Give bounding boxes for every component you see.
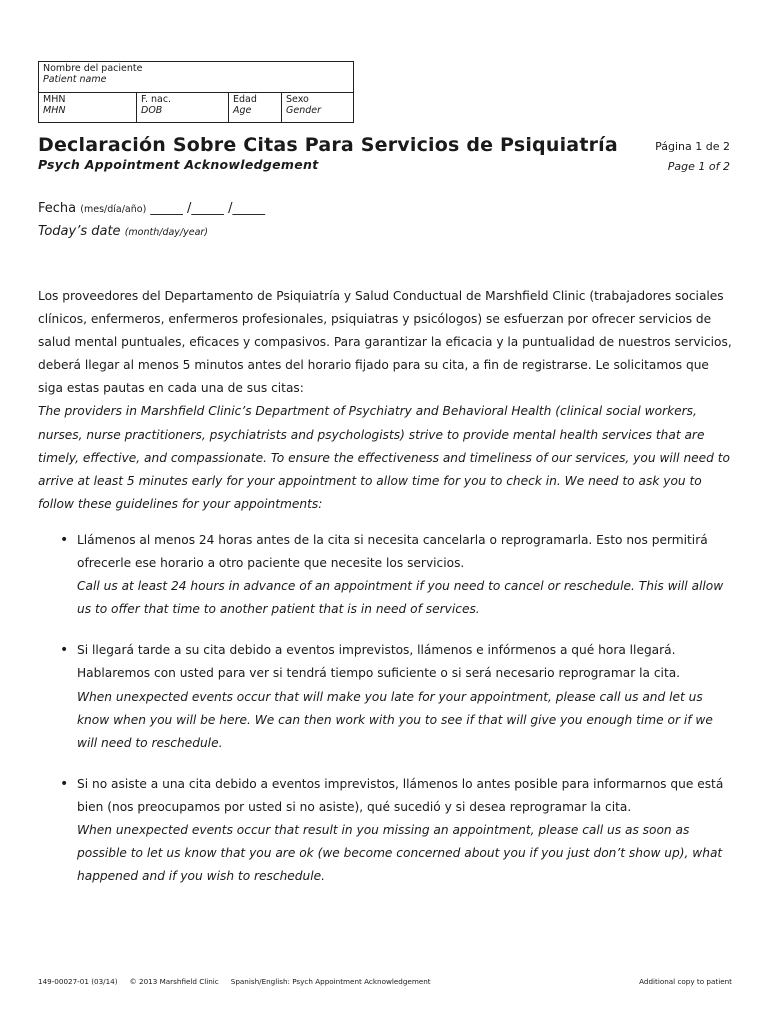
date-hint-en: (month/day/year) — [124, 227, 209, 238]
document-body — [38, 285, 732, 906]
patient-info-box — [38, 61, 354, 123]
page-footer — [38, 977, 732, 986]
document-title-en: Psych Appointment Acknowledgement — [38, 157, 319, 172]
intro-paragraph-en: The providers in Marshfield Clinic’s Department of Psychiatry and Behavioral Health (clinical social workers, nurses, nurse practitioners, psychiatrists and psychologists) strive to provide mental health services that are timely, effective, and compassionate. To ensure the effectiveness and timeliness of our services, you will need to arrive at least 5 minutes early for your appointment to allow time for you to check in. We need to ask you to follow these guidelines for your appointments: — [38, 404, 731, 511]
date-field-en — [38, 224, 208, 239]
bullet-icon: • — [60, 531, 69, 548]
page-number-en: Page 1 of 2 — [667, 160, 730, 173]
dob-field[interactable] — [137, 93, 229, 122]
dob-label-en: DOB — [141, 105, 163, 116]
bullet-icon: • — [60, 775, 69, 792]
patient-name-field[interactable] — [39, 62, 353, 93]
gender-label-en: Gender — [286, 105, 322, 116]
list-item — [38, 773, 732, 888]
date-hint-es: (mes/día/año) — [80, 204, 147, 215]
bullet-icon: • — [60, 642, 69, 659]
guideline-text-es: Llámenos al menos 24 horas antes de la cita si necesita cancelarla o reprogramarla. Esto nos permitirá ofrecerle ese horario a otro paciente que necesite los servicios. — [77, 532, 708, 571]
mhn-label-en: MHN — [43, 105, 66, 116]
guidelines-list — [38, 529, 732, 888]
date-field-es[interactable] — [38, 201, 265, 216]
age-label-es: Edad — [233, 94, 257, 105]
date-label-en: Today’s date — [38, 224, 121, 239]
age-label-en: Age — [233, 105, 252, 116]
list-item — [38, 639, 732, 754]
guideline-text-es: Si llegará tarde a su cita debido a eventos imprevistos, llámenos e infórmenos a qué hora llegará. Hablaremos con usted para ver si tendrá tiempo suficiente o si será necesario reprogramar la cita. — [77, 643, 681, 681]
document-title-es: Declaración Sobre Citas Para Servicios de Psiquiatría — [38, 134, 618, 156]
dob-label-es: F. nac. — [141, 94, 172, 105]
guideline-text-en: Call us at least 24 hours in advance of an appointment if you need to cancel or reschedule. This will allow us to offer that time to another patient that is in need of services. — [77, 579, 724, 617]
guideline-text-en: When unexpected events occur that result in you missing an appointment, please call us as soon as possible to let us know that you are ok (we become concerned about you if you just don’t show up), what happened and if you wish to reschedule. — [77, 822, 723, 884]
intro-paragraph-es: Los proveedores del Departamento de Psiquiatría y Salud Conductual de Marshfield Clinic (trabajadores sociales clínicos, enfermeros, enfermeros profesionales, psiquiatras y psicólogos) se esfuerzan por ofrecer servicios de salud mental puntuales, eficaces y compasivos. Para garantizar la eficacia y la puntualidad de nuestros servicios, deberá llegar al menos 5 minutos antes del horario fijado para su cita, a fin de registrarse. Le solicitamos que siga estas pautas en cada una de sus citas: — [38, 289, 732, 396]
mhn-label-es: MHN — [43, 94, 66, 105]
date-blanks[interactable]: _____ /_____ /_____ — [150, 201, 265, 216]
patient-name-label-es: Nombre del paciente — [43, 63, 143, 74]
patient-name-label-en: Patient name — [43, 74, 107, 85]
copyright: © 2013 Marshfield Clinic — [129, 977, 219, 986]
form-id: 149-00027-01 (03/14) — [38, 977, 118, 986]
guideline-text-en: When unexpected events occur that will make you late for your appointment, please call us and let us know when you will be here. We can then work with you to see if that will give you enough time or if we will need to reschedule. — [77, 689, 713, 750]
copy-note: Additional copy to patient — [639, 977, 732, 986]
list-item — [38, 529, 732, 621]
document-name: Spanish/English: Psych Appointment Acknowledgement — [230, 977, 431, 986]
date-label-es: Fecha — [38, 201, 77, 216]
gender-field[interactable] — [282, 93, 353, 122]
age-field[interactable] — [229, 93, 282, 122]
mhn-field[interactable] — [39, 93, 137, 122]
gender-label-es: Sexo — [286, 94, 309, 105]
page-number-es: Página 1 de 2 — [655, 140, 730, 153]
guideline-text-es: Si no asiste a una cita debido a eventos imprevistos, llámenos lo antes posible para informarnos que está bien (nos preocupamos por usted si no asiste), qué sucedió y si desea reprogramar la cita. — [77, 776, 724, 814]
